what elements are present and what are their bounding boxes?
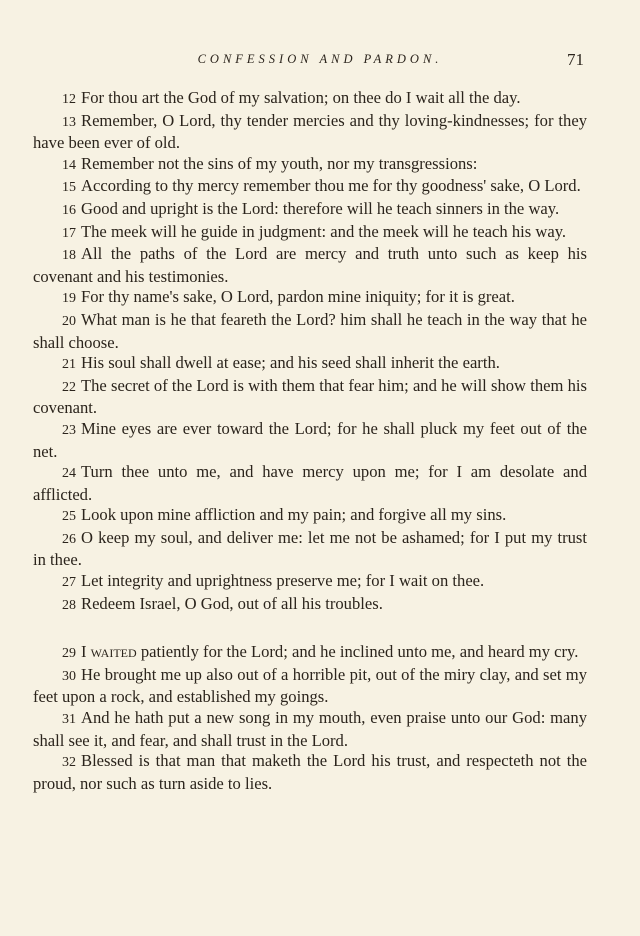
verse-18 bbox=[33, 244, 587, 287]
verse-text: patiently for the Lord; and he inclined unto me, and heard my cry. bbox=[140, 642, 579, 662]
verse-number: 27 bbox=[62, 575, 76, 591]
verse-number: 30 bbox=[62, 668, 76, 684]
running-title: CONFESSION AND PARDON. bbox=[197, 52, 443, 66]
verse-12 bbox=[33, 88, 587, 111]
verse-number: 22 bbox=[62, 379, 76, 395]
verse-text: Remember, O Lord, thy tender mercies and thy loving-kindnesses; for they have been ever of old. bbox=[33, 110, 587, 153]
verse-32 bbox=[33, 751, 587, 794]
verse-27 bbox=[33, 571, 587, 594]
verse-number: 14 bbox=[62, 157, 76, 173]
verse-number: 18 bbox=[62, 248, 76, 264]
verse-17 bbox=[33, 222, 587, 245]
verse-15 bbox=[33, 176, 587, 199]
verse-23 bbox=[33, 419, 587, 462]
verse-number: 25 bbox=[62, 509, 76, 525]
verse-number: 32 bbox=[62, 755, 76, 771]
verse-text: O keep my soul, and deliver me: let me not be ashamed; for I put my trust in thee. bbox=[33, 527, 587, 570]
verse-number: 23 bbox=[62, 422, 76, 438]
verse-text: Mine eyes are ever toward the Lord; for he shall pluck my feet out of the net. bbox=[33, 418, 587, 461]
verse-13 bbox=[33, 111, 587, 154]
verse-group-1 bbox=[33, 88, 587, 616]
verse-14 bbox=[33, 154, 587, 177]
verse-text: Look upon mine affliction and my pain; and forgive all my sins. bbox=[81, 505, 507, 525]
verse-number: 21 bbox=[62, 357, 76, 373]
verse-16 bbox=[33, 199, 587, 222]
verse-30 bbox=[33, 665, 587, 708]
verse-text: For thou art the God of my salvation; on thee do I wait all the day. bbox=[81, 88, 521, 107]
verse-22 bbox=[33, 376, 587, 419]
verse-text: The meek will he guide in judgment: and the meek will he teach his way. bbox=[81, 221, 567, 241]
verse-26 bbox=[33, 528, 587, 571]
verse-number: 24 bbox=[62, 466, 76, 482]
verse-text: Good and upright is the Lord: therefore will he teach sinners in the way. bbox=[81, 198, 560, 218]
verse-number: 28 bbox=[62, 597, 76, 613]
verse-number: 12 bbox=[62, 92, 76, 107]
verse-number: 29 bbox=[62, 646, 76, 662]
verse-19 bbox=[33, 287, 587, 310]
verse-text: All the paths of the Lord are mercy and truth unto such as keep his covenant and his testimonies. bbox=[33, 244, 587, 286]
verse-number: 20 bbox=[62, 313, 76, 329]
verse-number: 13 bbox=[62, 114, 76, 130]
verse-text: His soul shall dwell at ease; and his seed shall inherit the earth. bbox=[81, 353, 500, 373]
verse-28 bbox=[33, 594, 587, 617]
verse-number: 19 bbox=[62, 291, 76, 307]
verse-25 bbox=[33, 505, 587, 528]
section-break bbox=[33, 616, 587, 642]
page-number: 71 bbox=[567, 50, 584, 69]
verse-text: What man is he that feareth the Lord? him shall he teach in the way that he shall choose. bbox=[33, 309, 587, 352]
verse-20 bbox=[33, 310, 587, 353]
verse-group-2 bbox=[33, 665, 587, 795]
verse-number: 26 bbox=[62, 531, 76, 547]
verse-24 bbox=[33, 462, 587, 505]
verse-text: Remember not the sins of my youth, nor my transgressions: bbox=[81, 153, 478, 173]
verse-number: 15 bbox=[62, 180, 76, 196]
verse-29 bbox=[33, 642, 587, 665]
verse-number: 16 bbox=[62, 202, 76, 218]
verse-number: 17 bbox=[62, 225, 76, 241]
verse-text: Let integrity and uprightness preserve me; for I wait on thee. bbox=[81, 571, 485, 591]
verse-text: He brought me up also out of a horrible pit, out of the miry clay, and set my feet upon a rock, and established my goings. bbox=[33, 664, 587, 707]
verse-text: The secret of the Lord is with them that fear him; and he will show them his covenant. bbox=[33, 375, 587, 418]
psalm-text bbox=[33, 88, 587, 794]
verse-text: Blessed is that man that maketh the Lord his trust, and respecteth not the proud, nor such as turn aside to lies. bbox=[33, 751, 587, 793]
verse-31 bbox=[33, 708, 587, 751]
verse-21 bbox=[33, 353, 587, 376]
verse-lead-words: I waited bbox=[81, 642, 137, 662]
verse-text: And he hath put a new song in my mouth, even praise unto our God: many shall see it, and fear, and shall trust in the Lord. bbox=[33, 708, 587, 750]
verse-text: For thy name's sake, O Lord, pardon mine iniquity; for it is great. bbox=[81, 287, 515, 307]
verse-text: According to thy mercy remember thou me for thy goodness' sake, O Lord. bbox=[81, 176, 581, 196]
verse-number: 31 bbox=[62, 712, 76, 728]
verse-text: Redeem Israel, O God, out of all his troubles. bbox=[81, 593, 383, 613]
verse-text: Turn thee unto me, and have mercy upon me; for I am desolate and afflicted. bbox=[33, 462, 587, 504]
